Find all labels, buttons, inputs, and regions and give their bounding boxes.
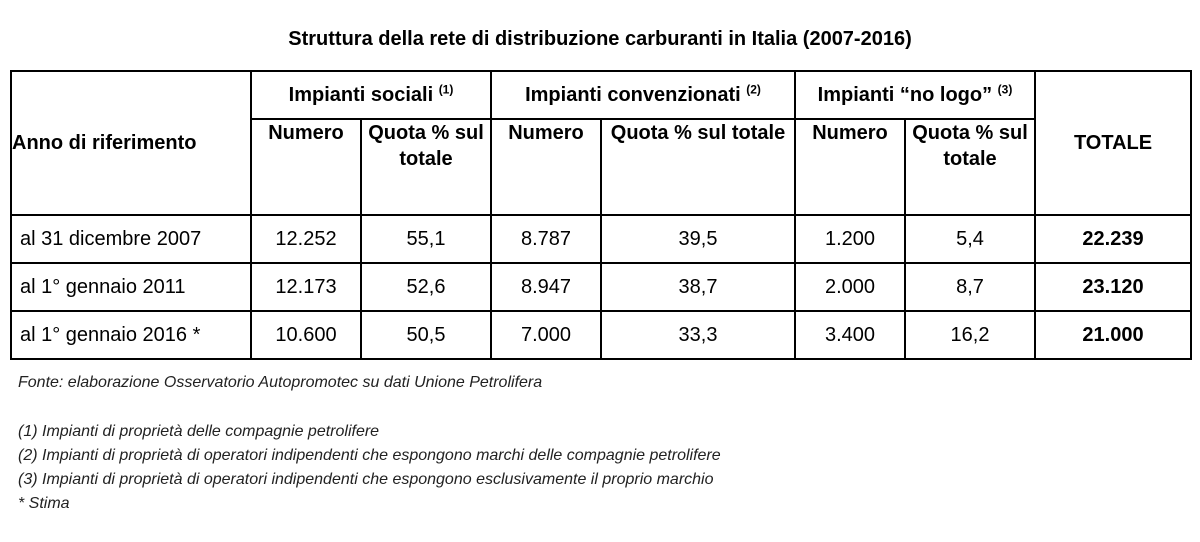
total-cell: 22.239: [1035, 215, 1191, 263]
nologo-quota-cell: 5,4: [905, 215, 1035, 263]
sociali-numero-header: Numero: [251, 119, 361, 215]
group-label: Impianti “no logo”: [817, 83, 993, 106]
group-header-no-logo: [795, 71, 1035, 119]
conv-numero-header: Numero: [491, 119, 601, 215]
nologo-quota-cell: 8,7: [905, 263, 1035, 311]
sociali-numero-cell: 12.252: [251, 215, 361, 263]
group-note: (3): [997, 81, 1013, 96]
nologo-numero-header: Numero: [795, 119, 905, 215]
table-row: [11, 215, 1191, 263]
total-column-header: TOTALE: [1035, 71, 1191, 215]
year-cell: al 31 dicembre 2007: [11, 215, 251, 263]
conv-numero-cell: 8.947: [491, 263, 601, 311]
nologo-numero-cell: 3.400: [795, 311, 905, 359]
page-title: Struttura della rete di distribuzione carburanti in Italia (2007-2016): [288, 28, 912, 50]
year-cell: al 1° gennaio 2016 *: [11, 311, 251, 359]
source-note: Fonte: elaborazione Osservatorio Autopromotec su dati Unione Petrolifera: [18, 374, 543, 391]
sociali-numero-cell: 12.173: [251, 263, 361, 311]
nologo-quota-header: Quota % sul totale: [905, 119, 1035, 215]
total-cell: 21.000: [1035, 311, 1191, 359]
conv-quota-cell: 39,5: [601, 215, 795, 263]
conv-quota-cell: 33,3: [601, 311, 795, 359]
footnote-estimate: * Stima: [18, 495, 70, 512]
table-row: [11, 311, 1191, 359]
group-header-row: [11, 71, 1191, 119]
nologo-quota-cell: 16,2: [905, 311, 1035, 359]
conv-quota-header: Quota % sul totale: [601, 119, 795, 215]
footnote-1: (1) Impianti di proprietà delle compagnie petrolifere: [18, 423, 380, 440]
sociali-quota-cell: 50,5: [361, 311, 491, 359]
group-note: (1): [438, 81, 454, 96]
table-row: [11, 263, 1191, 311]
conv-numero-cell: 8.787: [491, 215, 601, 263]
group-header-convenzionati: [491, 71, 795, 119]
group-header-sociali: [251, 71, 491, 119]
conv-numero-cell: 7.000: [491, 311, 601, 359]
nologo-numero-cell: 2.000: [795, 263, 905, 311]
group-label: Impianti convenzionati: [525, 83, 741, 106]
total-cell: 23.120: [1035, 263, 1191, 311]
conv-quota-cell: 38,7: [601, 263, 795, 311]
nologo-numero-cell: 1.200: [795, 215, 905, 263]
year-cell: al 1° gennaio 2011: [11, 263, 251, 311]
sociali-quota-cell: 55,1: [361, 215, 491, 263]
group-note: (2): [746, 81, 761, 96]
footnote-3: (3) Impianti di proprietà di operatori indipendenti che espongono esclusivamente il proprio marchio: [18, 471, 714, 488]
fuel-network-table: [10, 70, 1192, 360]
group-label: Impianti sociali: [288, 83, 434, 106]
sociali-quota-header: Quota % sul totale: [361, 119, 491, 215]
sociali-quota-cell: 52,6: [361, 263, 491, 311]
year-column-header: Anno di riferimento: [11, 71, 251, 215]
footnote-2: (2) Impianti di proprietà di operatori indipendenti che espongono marchi delle compagnie petrolifere: [18, 447, 721, 464]
sociali-numero-cell: 10.600: [251, 311, 361, 359]
